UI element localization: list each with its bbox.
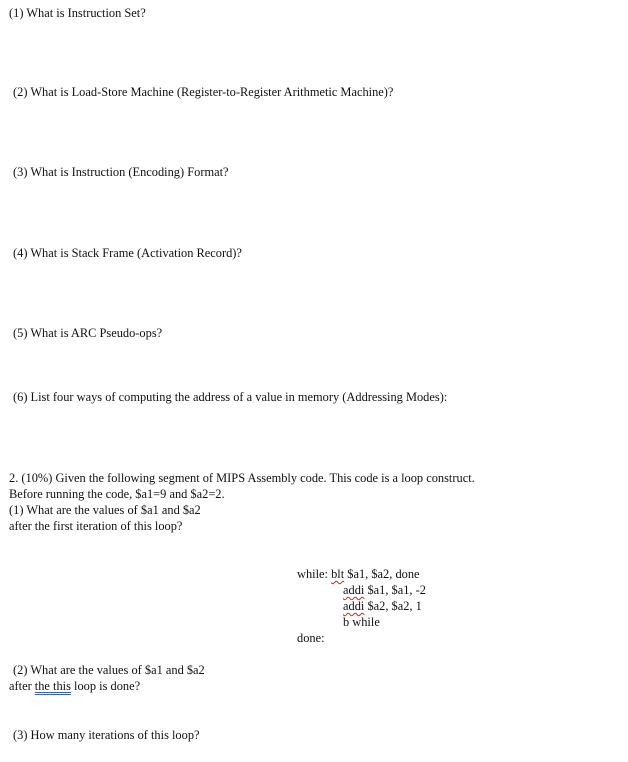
problem-2-sub2-line1: (2) What are the values of $a1 and $a2 bbox=[13, 663, 205, 677]
problem-2-sub3: (3) How many iterations of this loop? bbox=[13, 728, 200, 742]
code-args-3: $a2, $a2, 1 bbox=[364, 599, 422, 613]
question-1: (1) What is Instruction Set? bbox=[9, 6, 146, 20]
code-line-3 bbox=[343, 598, 422, 614]
sub2-post: loop is done? bbox=[70, 679, 141, 693]
code-op-addi-1: addi bbox=[343, 583, 365, 597]
code-args-2: $a1, $a1, -2 bbox=[364, 583, 426, 597]
question-3: (3) What is Instruction (Encoding) Format? bbox=[13, 165, 229, 179]
sub2-underlined-phrase: the this bbox=[34, 679, 71, 693]
problem-2-intro: 2. (10%) Given the following segment of MIPS Assembly code. This code is a loop construct. bbox=[9, 471, 475, 485]
problem-2-sub2-line2 bbox=[9, 678, 140, 694]
code-label-done: done: bbox=[297, 631, 325, 645]
question-6: (6) List four ways of computing the address of a value in memory (Addressing Modes): bbox=[13, 390, 448, 404]
code-op-addi-2: addi bbox=[343, 599, 365, 613]
problem-2-sub1-line2: after the first iteration of this loop? bbox=[9, 519, 183, 533]
question-2: (2) What is Load-Store Machine (Register-to-Register Arithmetic Machine)? bbox=[13, 85, 394, 99]
problem-2-sub1-line1: (1) What are the values of $a1 and $a2 bbox=[9, 503, 201, 517]
code-line-1 bbox=[297, 566, 420, 582]
code-args-1: $a1, $a2, done bbox=[344, 567, 420, 581]
code-label-while: while: bbox=[297, 567, 332, 581]
problem-2-setup: Before running the code, $a1=9 and $a2=2. bbox=[9, 487, 225, 501]
code-line-4: b while bbox=[343, 615, 380, 629]
code-line-2 bbox=[343, 582, 426, 598]
question-4: (4) What is Stack Frame (Activation Record)? bbox=[13, 246, 242, 260]
question-5: (5) What is ARC Pseudo-ops? bbox=[13, 326, 163, 340]
sub2-pre: after bbox=[9, 679, 35, 693]
code-op-blt: blt bbox=[331, 567, 345, 581]
